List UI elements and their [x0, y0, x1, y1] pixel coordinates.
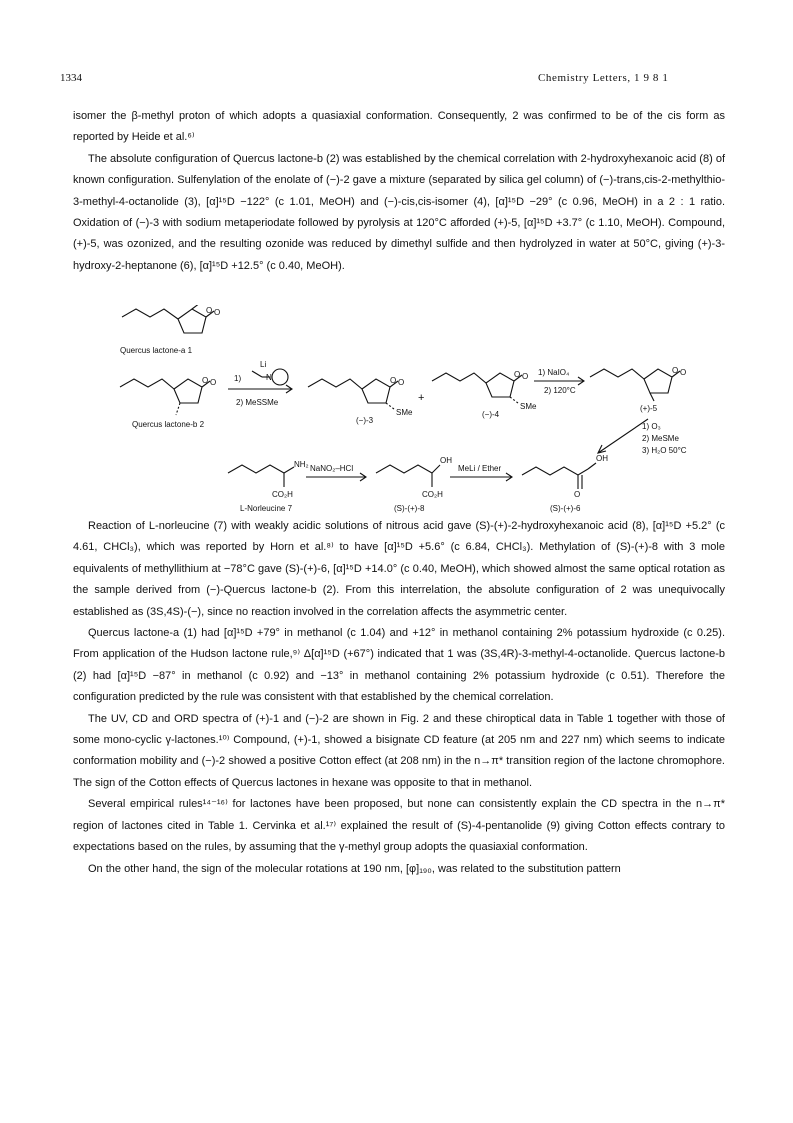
nano2-label: NaNO₂–HCl: [310, 464, 354, 473]
paragraph-3: Reaction of L-norleucine (7) with weakly acidic solutions of nitrous acid gave (S)-(+)-2-hydroxyhexanoic acid (8), [α]¹⁵D +5.2° (c 4.61, CHCl₃), which was reported by Horn et al.⁸⁾ to have [α]¹⁵D +5.6° (c 6.84, CHCl₃). Methylation of (S)-(+)-8 with 3 mole equivalents of methyllithium at −78°C gave (S)-(+)-6, [α]¹⁵D +14.0° (c 0.40, MeOH), which showed almost the same optical rotation as the sample derived from (−)-Quercus lactone-b (2). From this interrelation, the absolute configuration of 2 was unequivocally established as (3S,4S)-(−), since no reaction involved in the correlation affects the asymmetric center.: [73, 520, 725, 618]
norleucine-chain: [228, 465, 284, 473]
paragraph-5: The UV, CD and ORD spectra of (+)-1 and (−)-2 are shown in Fig. 2 and these chiroptical data in Table 1 together with those of some mono-cyclic γ-lactones.¹⁰⁾ Compound, (+)-1, showed a bisignate CD feature (at 205 nm and 227 nm) which seems to indicate conformation mobility and (−)-2 showed a positive Cotton effect (at 208 nm) in the n→π* transition region of the lactone chromophore. The sign of the Cotton effects of Quercus lactones in hexane was opposite to that in methanol.: [73, 712, 725, 789]
o-label-a2: O: [214, 308, 221, 317]
o-label-a1: O: [206, 306, 213, 315]
cpd8-chain: [376, 465, 432, 473]
lactone-b-ring: [174, 379, 202, 403]
o-label-b2: O: [210, 378, 217, 387]
o-label-b1: O: [202, 376, 209, 385]
oh-label-8: OH: [440, 456, 452, 465]
n-label: N: [266, 373, 272, 382]
o3-label: 1) O₃: [642, 422, 661, 431]
quercus-b-label: Quercus lactone-b 2: [132, 420, 205, 429]
li-label: Li: [260, 360, 267, 369]
step2-label: 2) MeSSMe: [236, 398, 279, 407]
cpd4-chain: [432, 373, 486, 383]
norleucine-label: L-Norleucine 7: [240, 504, 293, 513]
step1-label: 1): [234, 374, 242, 383]
lactone-b-chain: [120, 379, 174, 389]
cpd4-label: (−)-4: [482, 410, 500, 419]
cpd3-ring: [362, 379, 390, 403]
quercus-a-label: Quercus lactone-a 1: [120, 346, 193, 355]
reaction-scheme: [110, 305, 710, 515]
o-label-3b: O: [398, 378, 405, 387]
cpd6-chain: [522, 467, 588, 475]
h2o-label: 3) H₂O 50°C: [642, 446, 687, 455]
journal-header: Chemistry Letters, 1 9 8 1: [538, 72, 669, 84]
o-label-3a: O: [390, 376, 397, 385]
cpd5-chain: [590, 369, 644, 379]
oh-label-6: OH: [596, 454, 608, 463]
paragraph-6: Several empirical rules¹⁴⁻¹⁶⁾ for lactones have been proposed, but none can consistently explain the CD spectra in the n→π* region of lactones cited in Table 1. Cervinka et al.¹⁷⁾ explained the result of (S)-4-pentanolide (9) giving Cotton effects contrary to expectations based on the rules, by assuming that the γ-methyl group adopts the quasiaxial conformation.: [73, 798, 725, 854]
co2h-label-7: CO₂H: [272, 490, 293, 499]
cpd6-label: (S)-(+)-6: [550, 504, 581, 513]
naio4-label: 1) NaIO₄: [538, 368, 570, 377]
o-label-6: O: [574, 490, 581, 499]
cpd4-ring: [486, 373, 514, 397]
paragraph-7: On the other hand, the sign of the molecular rotations at 190 nm, [φ]₁₉₀, was related to the substitution pattern: [88, 862, 621, 875]
sme-label-4: SMe: [520, 402, 537, 411]
co2h-label-8: CO₂H: [422, 490, 443, 499]
o-label-4a: O: [514, 370, 521, 379]
cpd3-label: (−)-3: [356, 416, 374, 425]
amine-ring: [272, 369, 288, 385]
o-label-4b: O: [522, 372, 529, 381]
plus-sign: +: [418, 392, 425, 404]
lactone-a-ring: [178, 309, 206, 333]
cpd5-label: (+)-5: [640, 404, 658, 413]
lactone-a-chain: [122, 309, 178, 319]
cpd3-chain: [308, 379, 362, 389]
cpd8-label: (S)-(+)-8: [394, 504, 425, 513]
arrow-ozonolysis: [598, 419, 648, 453]
nh2-label: NH₂: [294, 460, 309, 469]
cpd5-ring: [644, 369, 672, 393]
page-number: 1334: [60, 72, 82, 84]
paragraph-2: The absolute configuration of Quercus lactone-b (2) was established by the chemical correlation with 2-hydroxyhexanoic acid (8) of known configuration. Sulfenylation of the enolate of (−)-2 gave a mixture (separated by silica gel column) of (−)-trans,cis-2-methylthio-3-methyl-4-octanolide (3), [α]¹⁵D −122° (c 1.01, MeOH) and (−)-cis,cis-isomer (4), [α]¹⁵D −29° (c 0.96, MeOH) in a 2 : 1 ratio. Oxidation of (−)-3 with sodium metaperiodate followed by pyrolysis at 120°C afforded (+)-5, [α]¹⁵D +3.7° (c 1.10, MeOH). Compound,(+)-5, was ozonized, and the resulting ozonide was reduced by dimethyl sulfide and then hydrolyzed in water at 50°C, giving (+)-3-hydroxy-2-heptanone (6), [α]¹⁵D +12.5° (c 0.40, MeOH).: [73, 152, 725, 272]
heat-label: 2) 120°C: [544, 386, 576, 395]
sme-label-3: SMe: [396, 408, 413, 417]
meli-label: MeLi / Ether: [458, 464, 502, 473]
mesme-label: 2) MeSMe: [642, 434, 679, 443]
o-label-5a: O: [672, 366, 679, 375]
paragraph-4: Quercus lactone-a (1) had [α]¹⁵D +79° in methanol (c 1.04) and +12° in methanol containing 2% potassium hydroxide (c 0.25). From application of the Hudson lactone rule,⁹⁾ Δ[α]¹⁵D (+67°) indicated that 1 was (3S,4R)-3-methyl-4-octanolide. Quercus lactone-b (2) had [α]¹⁵D −87° in methanol (c 0.92) and −13° in methanol containing 2% potassium hydroxide (c 0.51). Therefore the configuration predicted by the rule was consistent with that established by the chemical correlation.: [73, 627, 725, 704]
paragraph-1: isomer the β-methyl proton of which adopts a quasiaxial conformation. Consequently, 2 was confirmed to be of the cis form as reported by Heide et al.⁶⁾: [73, 110, 725, 144]
text-block-top: [73, 106, 725, 277]
text-block-body: [73, 516, 725, 880]
o-label-5b: O: [680, 368, 687, 377]
